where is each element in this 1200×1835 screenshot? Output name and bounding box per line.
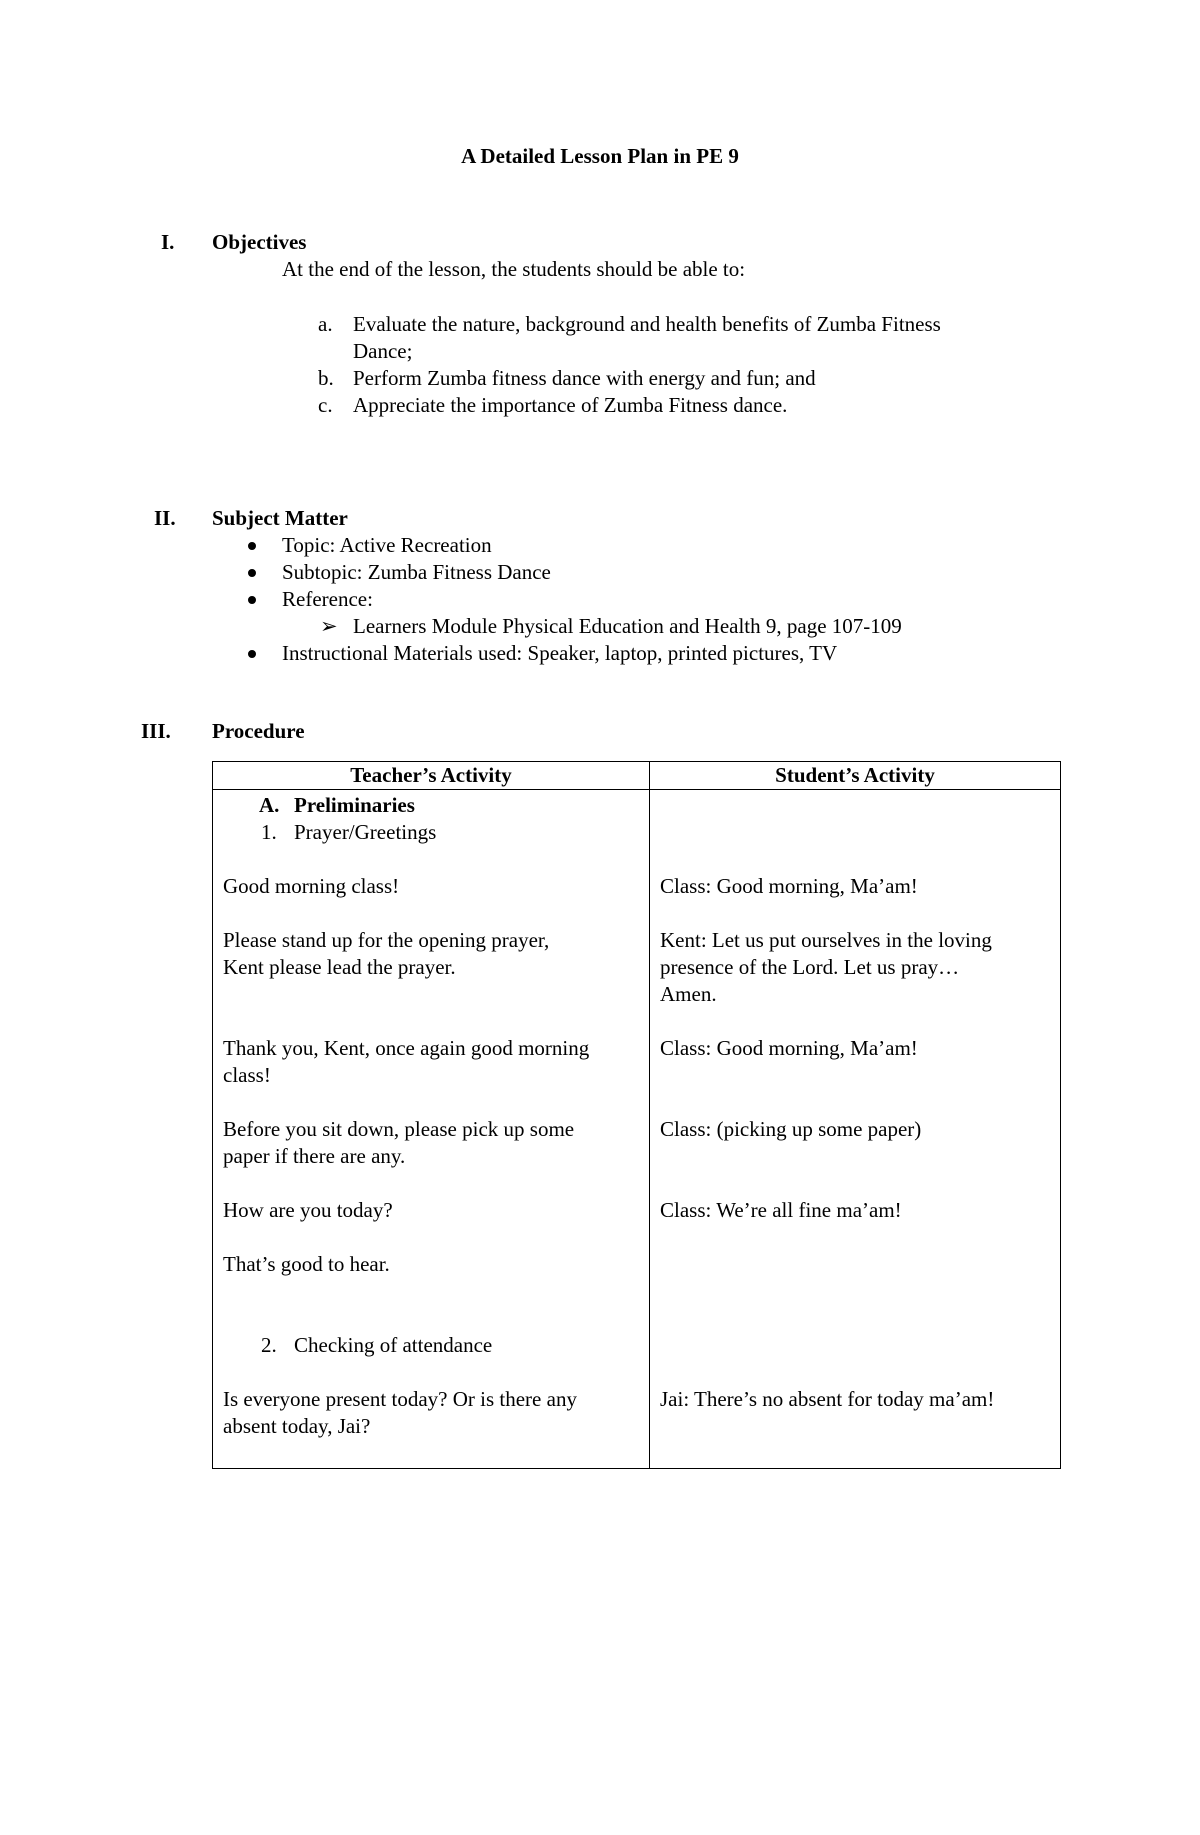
subtopic: Subtopic: Zumba Fitness Dance: [282, 560, 551, 584]
student-line: presence of the Lord. Let us pray…: [660, 955, 960, 979]
objective-marker-b: b.: [318, 366, 334, 390]
procedure-table: [212, 761, 1061, 1469]
objective-marker-a: a.: [318, 312, 333, 336]
section-a-marker: A.: [259, 793, 280, 817]
teacher-line: Thank you, Kent, once again good morning: [223, 1036, 590, 1060]
objective-marker-c: c.: [318, 393, 333, 417]
student-line: Class: Good morning, Ma’am!: [660, 1036, 918, 1060]
page-title: A Detailed Lesson Plan in PE 9: [461, 144, 739, 168]
student-line: Amen.: [660, 982, 717, 1006]
teacher-line: absent today, Jai?: [223, 1414, 371, 1438]
procedure-numeral: III.: [141, 719, 171, 743]
teacher-line: Good morning class!: [223, 874, 400, 898]
objectives-intro: At the end of the lesson, the students should be able to:: [282, 257, 746, 281]
step1-marker: 1.: [261, 820, 277, 844]
teacher-activity-cell: [213, 790, 650, 1469]
objective-c: Appreciate the importance of Zumba Fitness dance.: [353, 393, 788, 417]
objectives-heading: Objectives: [212, 230, 307, 254]
teacher-line: class!: [223, 1063, 271, 1087]
section-a-heading: Preliminaries: [294, 793, 415, 817]
objective-a-line1: Evaluate the nature, background and health benefits of Zumba Fitness: [353, 312, 941, 336]
teacher-line: Is everyone present today? Or is there any: [223, 1387, 577, 1411]
col-header-teacher: Teacher’s Activity: [213, 762, 650, 790]
reference-label: Reference:: [282, 587, 373, 611]
teacher-line: How are you today?: [223, 1198, 393, 1222]
bullet-icon: [248, 586, 258, 613]
student-line: Class: Good morning, Ma’am!: [660, 874, 918, 898]
teacher-line: paper if there are any.: [223, 1144, 406, 1168]
teacher-line: Please stand up for the opening prayer,: [223, 928, 550, 952]
bullet-icon: [248, 559, 258, 586]
objective-b: Perform Zumba fitness dance with energy and fun; and: [353, 366, 816, 390]
reference-item: Learners Module Physical Education and Health 9, page 107-109: [353, 614, 902, 638]
subject-matter-numeral: II.: [154, 506, 176, 530]
arrow-bullet-icon: ➢: [320, 614, 338, 638]
table-row: [213, 790, 1061, 1469]
col-header-student: Student’s Activity: [650, 762, 1061, 790]
materials: Instructional Materials used: Speaker, laptop, printed pictures, TV: [282, 641, 838, 665]
teacher-line: Kent please lead the prayer.: [223, 955, 456, 979]
student-activity-cell: [650, 790, 1061, 1469]
student-line: Class: We’re all fine ma’am!: [660, 1198, 902, 1222]
topic: Topic: Active Recreation: [282, 533, 492, 557]
objective-a-line2: Dance;: [353, 339, 413, 363]
teacher-line: That’s good to hear.: [223, 1252, 390, 1276]
table-header-row: [213, 762, 1061, 790]
student-line: Class: (picking up some paper): [660, 1117, 922, 1141]
step2-marker: 2.: [261, 1333, 277, 1357]
subject-matter-heading: Subject Matter: [212, 506, 348, 530]
step2-heading: Checking of attendance: [294, 1333, 493, 1357]
step1-heading: Prayer/Greetings: [294, 820, 437, 844]
student-line: Jai: There’s no absent for today ma’am!: [660, 1387, 995, 1411]
bullet-icon: [248, 532, 258, 559]
objectives-numeral: I.: [161, 230, 175, 254]
bullet-icon: [248, 640, 258, 667]
teacher-line: Before you sit down, please pick up some: [223, 1117, 575, 1141]
procedure-heading: Procedure: [212, 719, 305, 743]
student-line: Kent: Let us put ourselves in the loving: [660, 928, 992, 952]
